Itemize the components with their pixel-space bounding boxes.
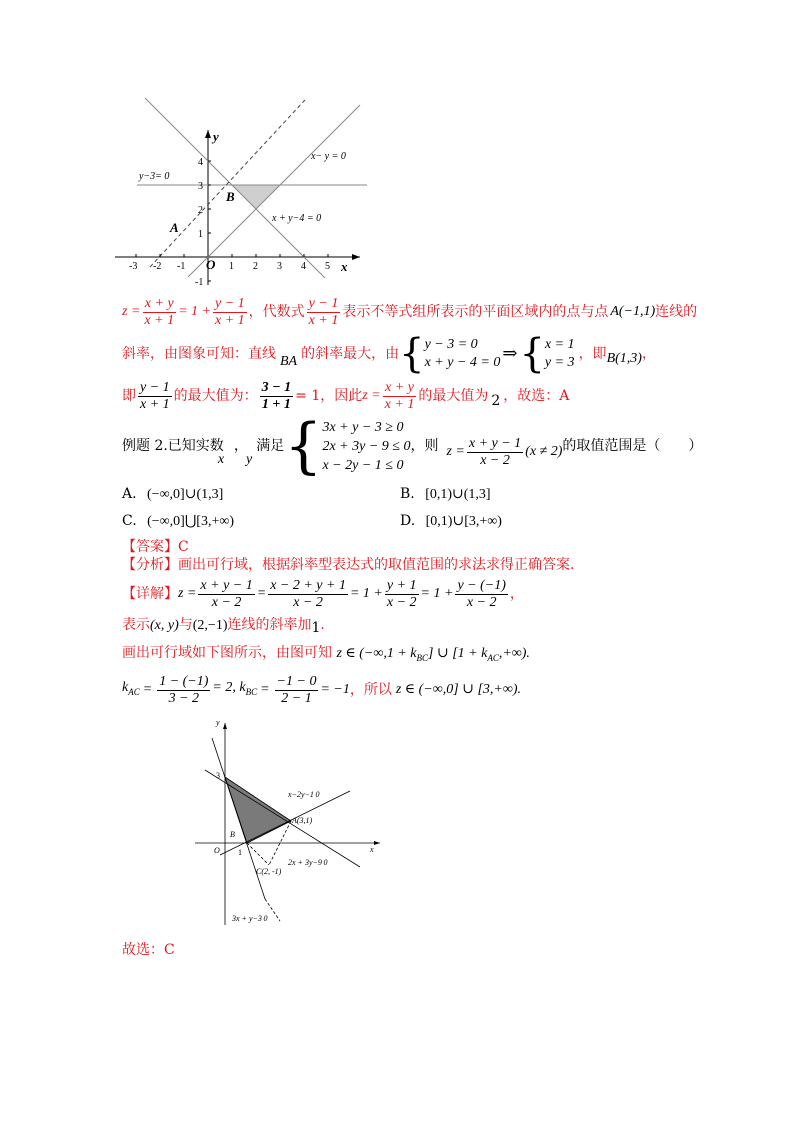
point-b-label: B [226, 189, 235, 204]
origin-label: O [214, 846, 220, 855]
x-tick-label: 5 [325, 261, 330, 272]
y-tick-label: 4 [198, 157, 203, 168]
detail-line-4: $k_{AC}$ = $\frac{1 - (-1)}{3 - 2}$ = 2, $k_{BC}$ = $\frac{-1 - 0}{2 - 1}$ = −1 ，所以 z ∈ (−∞,0] ∪ [3,+∞). [122, 673, 521, 706]
option-c[interactable]: C. (−∞,0]⋃[3,+∞) [122, 513, 235, 529]
feasible-region-2 [225, 777, 291, 843]
x-tick-label: -3 [129, 261, 138, 272]
x-axis-label: x [341, 259, 348, 274]
y-axis-label: y [213, 129, 219, 144]
line-label: 2x + 3y−9 0 [288, 858, 328, 867]
detail-line-2: 表示(x, y)与(2,−1)连线的斜率加1. [122, 617, 325, 636]
option-a[interactable]: A. (−∞,0]∪(1,3] [122, 486, 224, 502]
x-tick-label: -1 [177, 261, 186, 272]
y-tick-label: 3 [198, 181, 203, 192]
y-tick-label: 1 [198, 229, 203, 240]
x-tick-label: 3 [277, 261, 282, 272]
x-tick-label: 4 [301, 261, 306, 272]
option-d[interactable]: D. [0,1)∪[3,+∞) [400, 513, 502, 529]
x-tick-label: 2 [253, 261, 258, 272]
line-label: y−3= 0 [139, 171, 170, 182]
line-label: 3x + y−3 0 [232, 914, 268, 923]
option-b[interactable]: B. [0,1)∪(1,3] [400, 486, 491, 502]
solution-1-line-2: 斜率，由图象可知：直线 BA 的斜率最大，由 { y − 3 = 0 x + y − 4 = 0 ⇒ { x = 1 y = 3 ，即 B(1,3) ， [122, 331, 656, 377]
detail-line-1: 【详解】 z = $\frac{x + y - 1}{x - 2}$ = $\frac{x - 2 + y + 1}{x - 2}$ = 1 + $\frac{y + 1}{x - 2}$ = 1 + $\frac{y - (-1)}{x - 2}$ ， [122, 577, 524, 610]
example-2-statement: 例题 2.已知实数 ， x y 满足 { 3x + y − 3 ≥ 0 2x + 3y − 9 ≤ 0 x − 2y − 1 ≤ 0 ，则 z = $\frac{x + y - 1}{x - 2}$ (x ≠ 2) 的取值范围是（ ） [122, 411, 703, 481]
y-tick-label: -1 [195, 277, 204, 288]
line-x-plus-y-minus-4 [145, 98, 325, 278]
solution-1-line-3: 即 $\frac{y - 1}{x + 1}$ 的最大值为： $\frac{3 - 1}{1 + 1}$ = 1，因此 z = $\frac{x + y}{x + 1}$ 的最大值为 2 ，故选：A [122, 379, 570, 412]
line-label: x + y−4 = 0 [272, 213, 322, 224]
x-tick-label: 1 [229, 261, 234, 272]
feasible-region-1 [232, 185, 280, 209]
final-answer: 故选：C [122, 942, 175, 958]
tick-3: 3 [216, 771, 220, 780]
x-axis-label: x [370, 845, 374, 854]
tick-1: 1 [238, 848, 242, 857]
analysis-line: 【分析】画出可行域，根据斜率型表达式的取值范围的求法求得正确答案. [122, 557, 575, 573]
origin-label: O [206, 257, 216, 272]
line-x-minus-y [208, 105, 360, 257]
point-a-label: A(3,1) [292, 816, 313, 825]
line-label: x− y = 0 [311, 151, 346, 162]
point-b-label: B [230, 830, 235, 839]
line-2x-plus-3y [205, 770, 360, 867]
x-tick-label: -2 [153, 261, 162, 272]
line-label: x−2y−1 0 [288, 790, 320, 799]
graph-2 [190, 715, 390, 930]
y-tick-label: 2 [198, 205, 203, 216]
point-a-label: A [170, 220, 179, 235]
graph-1 [115, 95, 375, 290]
detail-line-3: 画出可行域如下图所示，由图可知 z ∈ $(-\infty,1 + k_{BC}]$ ∪ $[1 + k_{AC},+\infty)$. [122, 645, 530, 663]
point-c-label: C(2, -1) [256, 867, 282, 876]
solution-1-line-1: z = $\frac{x + y}{x + 1}$ = 1 + $\frac{y - 1}{x + 1}$ ，代数式 $\frac{y - 1}{x + 1}$ 表示不等式组所表示的平面区域内的点与点 A(−1,1) 连线的 [122, 295, 698, 328]
answer-line: 【答案】C [122, 539, 189, 555]
y-axis-label: y [216, 718, 220, 727]
